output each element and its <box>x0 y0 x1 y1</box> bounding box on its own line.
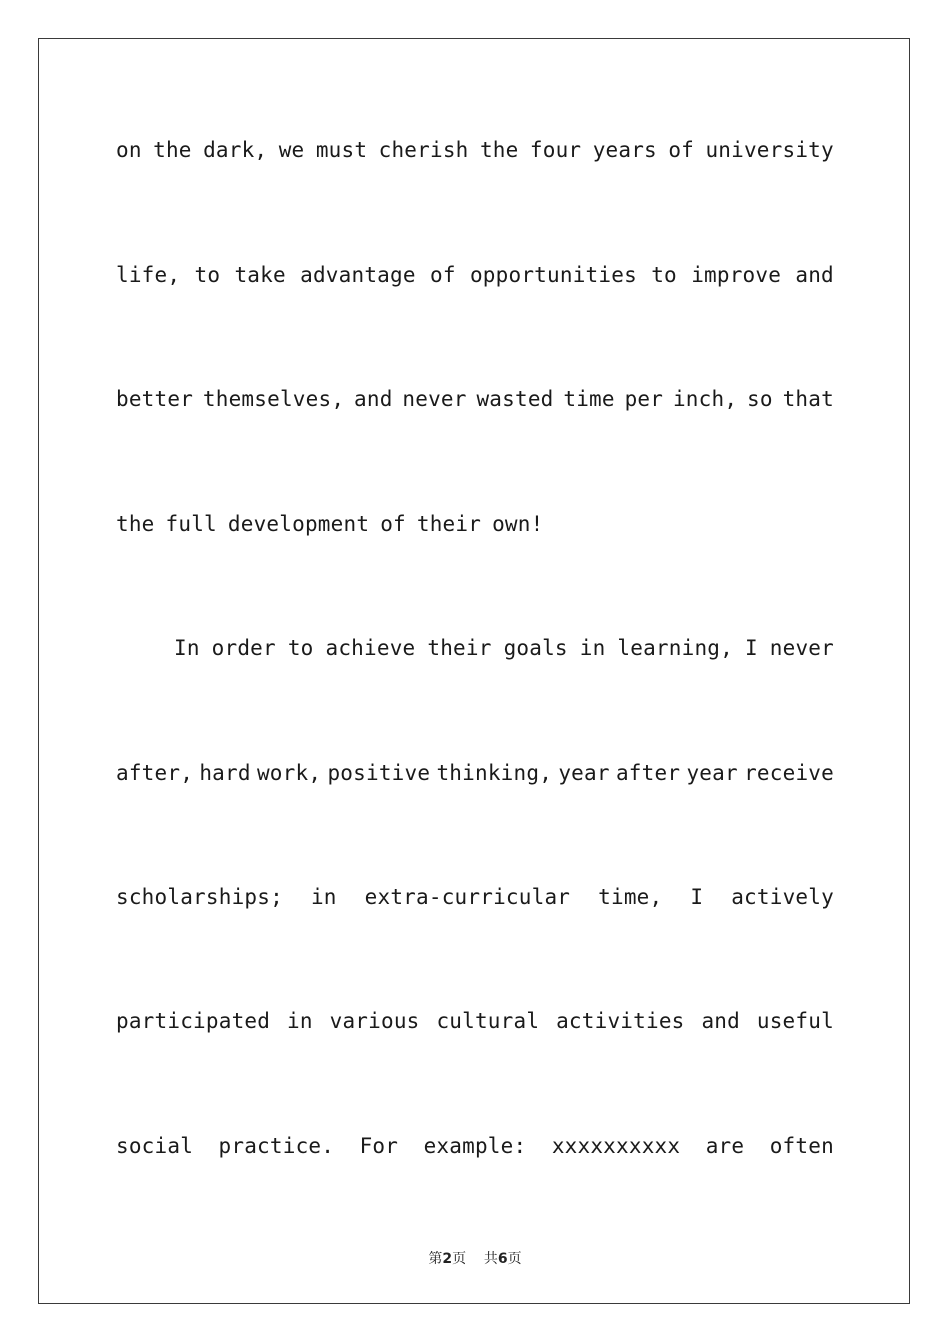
word: often <box>769 1134 834 1158</box>
word: to <box>651 263 677 287</box>
word: university <box>705 138 834 162</box>
word: actively <box>731 885 834 909</box>
word: the <box>153 138 192 162</box>
word: own! <box>492 512 544 536</box>
word: wasted <box>476 387 554 411</box>
word: receive <box>744 761 834 785</box>
word: the <box>116 512 155 536</box>
word: themselves, <box>202 387 345 411</box>
word: order <box>211 636 276 660</box>
text-line-3 <box>116 384 834 414</box>
word: life, <box>116 263 181 287</box>
text-line-4 <box>116 509 834 539</box>
page-number-label: 第2页 <box>428 1251 467 1267</box>
word: thinking, <box>436 761 553 785</box>
word: cherish <box>378 138 469 162</box>
word: scholarships; <box>116 885 283 909</box>
word: useful <box>756 1009 834 1033</box>
word: never <box>402 387 467 411</box>
word: are <box>705 1134 745 1158</box>
word: time <box>563 387 615 411</box>
word: their <box>416 512 482 536</box>
word: various <box>329 1009 420 1033</box>
word: dark, <box>203 138 268 162</box>
page-frame <box>38 38 910 1304</box>
word: activities <box>556 1009 685 1033</box>
word: after, <box>116 761 194 785</box>
word: cultural <box>436 1009 540 1033</box>
text-line-9 <box>116 1131 834 1161</box>
word: their <box>427 636 492 660</box>
text-line-2 <box>116 260 834 290</box>
word: and <box>795 263 834 287</box>
text-line-5 <box>174 633 834 663</box>
word: example: <box>423 1134 527 1158</box>
word: of <box>430 263 456 287</box>
word: I <box>690 885 704 909</box>
word: social <box>116 1134 194 1158</box>
word: in <box>310 885 337 909</box>
word: year <box>558 761 610 785</box>
word: take <box>234 263 286 287</box>
word: four <box>529 138 582 162</box>
text-line-1 <box>116 135 834 165</box>
word: after <box>615 761 681 785</box>
word: in <box>287 1009 313 1033</box>
word: on <box>116 138 142 162</box>
text-line-7 <box>116 882 834 912</box>
word: In <box>174 636 200 660</box>
word: must <box>315 138 368 162</box>
word: that <box>782 387 834 411</box>
word: goals <box>503 636 568 660</box>
word: and <box>701 1009 740 1033</box>
word: work, <box>256 761 322 785</box>
word: positive <box>327 761 431 785</box>
word: development <box>227 512 370 536</box>
word: participated <box>116 1009 271 1033</box>
word: I <box>744 636 758 660</box>
word: per <box>624 387 664 411</box>
word: of <box>668 138 695 162</box>
text-line-6 <box>116 758 834 788</box>
word: of <box>380 512 406 536</box>
word: and <box>354 387 393 411</box>
text-line-8 <box>116 1006 834 1036</box>
word: achieve <box>325 636 416 660</box>
word: practice. <box>218 1134 335 1158</box>
word: extra-curricular <box>364 885 571 909</box>
word: never <box>769 636 834 660</box>
word: improve <box>691 263 782 287</box>
word: time, <box>598 885 663 909</box>
word: better <box>116 387 194 411</box>
word: we <box>278 138 305 162</box>
total-pages: 6 <box>497 1251 508 1267</box>
word: years <box>592 138 657 162</box>
word: inch, <box>672 387 738 411</box>
word: full <box>165 512 217 536</box>
word: advantage <box>300 263 416 287</box>
page-number: 2 <box>442 1251 453 1267</box>
word: For <box>359 1134 399 1158</box>
word: to <box>194 263 221 287</box>
total-pages-label: 共6页 <box>483 1251 522 1267</box>
word: xxxxxxxxxx <box>551 1134 681 1158</box>
word: so <box>747 387 773 411</box>
page-footer <box>0 1248 950 1268</box>
word: opportunities <box>469 263 637 287</box>
word: year <box>686 761 738 785</box>
word: hard <box>199 761 251 785</box>
word: in <box>579 636 606 660</box>
word: learning, <box>617 636 733 660</box>
word: the <box>479 138 519 162</box>
word: to <box>287 636 314 660</box>
